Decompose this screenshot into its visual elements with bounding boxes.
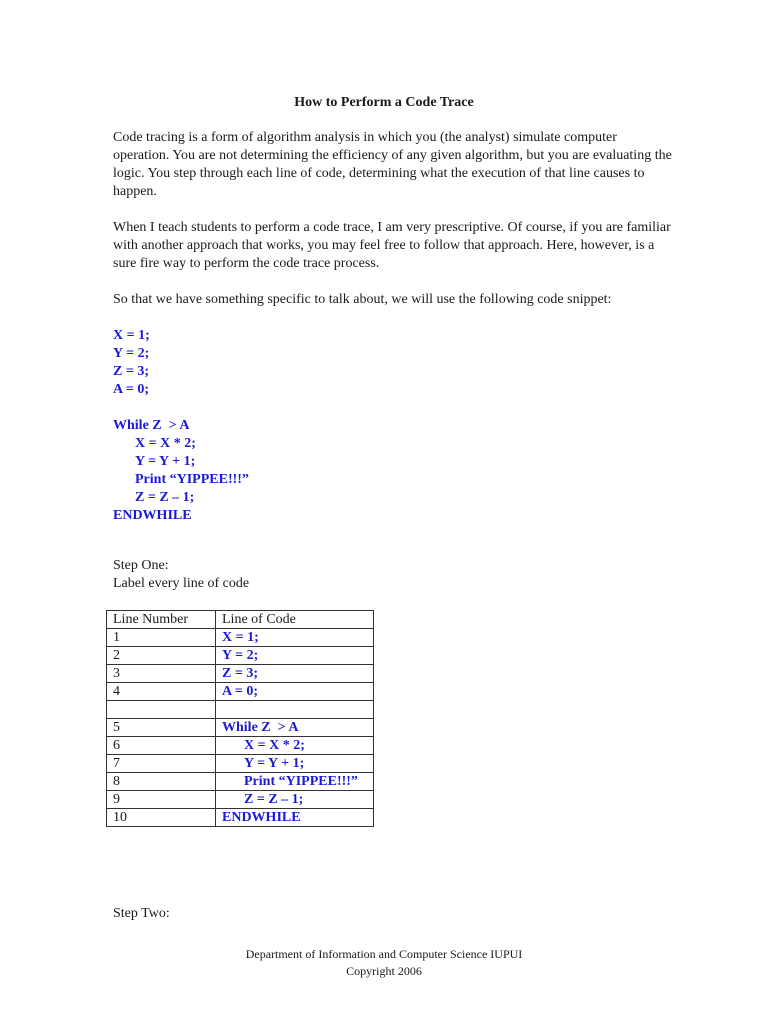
table-row — [107, 665, 374, 683]
line-number-table — [106, 610, 374, 827]
code-line: While Z > A — [113, 418, 190, 433]
table-row — [107, 683, 374, 701]
line-number-cell: 6 — [107, 737, 216, 755]
column-header-line-of-code: Line of Code — [216, 611, 374, 629]
table-row-empty — [107, 701, 374, 719]
line-number-cell: 9 — [107, 791, 216, 809]
code-line: A = 0; — [113, 382, 149, 397]
line-number-cell: 1 — [107, 629, 216, 647]
table-row — [107, 719, 374, 737]
table-row — [107, 809, 374, 827]
step-one-heading: Step One: — [113, 558, 169, 573]
code-line: Y = 2; — [113, 346, 150, 361]
line-number-cell: 4 — [107, 683, 216, 701]
code-line: Print “YIPPEE!!!” — [135, 472, 249, 487]
line-of-code-cell: Print “YIPPEE!!!” — [216, 773, 374, 791]
code-line: ENDWHILE — [113, 508, 192, 523]
approach-paragraph: When I teach students to perform a code trace, I am very prescriptive. Of course, if you are familiar with another approach that works, you may feel free to follow that approach. Here, however, is a sure fire way to perform the code trace process. — [113, 220, 671, 271]
code-snippet — [113, 327, 249, 525]
line-of-code-cell: Z = Z – 1; — [216, 791, 374, 809]
line-of-code-cell: X = 1; — [216, 629, 374, 647]
line-of-code-cell: Z = 3; — [216, 665, 374, 683]
line-number-cell: 2 — [107, 647, 216, 665]
step-one-instruction: Label every line of code — [113, 576, 250, 591]
footer-department: Department of Information and Computer Science IUPUI — [245, 947, 523, 961]
line-of-code-cell: A = 0; — [216, 683, 374, 701]
line-of-code-cell — [216, 701, 374, 719]
table-row — [107, 737, 374, 755]
column-header-line-number: Line Number — [107, 611, 216, 629]
line-of-code-cell: Y = 2; — [216, 647, 374, 665]
line-number-cell: 5 — [107, 719, 216, 737]
line-of-code-cell: ENDWHILE — [216, 809, 374, 827]
line-number-cell — [107, 701, 216, 719]
intro-paragraph: Code tracing is a form of algorithm analysis in which you (the analyst) simulate computer operation. You are not determining the efficiency of any given algorithm, but you are evaluating the logic. You step through each line of code, determining what the execution of that line causes to happen. — [113, 130, 672, 199]
footer-copyright: Copyright 2006 — [346, 964, 422, 978]
document-title: How to Perform a Code Trace — [294, 95, 474, 110]
table-row — [107, 647, 374, 665]
line-number-cell: 10 — [107, 809, 216, 827]
line-of-code-cell: X = X * 2; — [216, 737, 374, 755]
code-line: X = X * 2; — [135, 436, 196, 451]
code-line: Z = Z – 1; — [135, 490, 195, 505]
snippet-intro-paragraph: So that we have something specific to talk about, we will use the following code snippet: — [113, 292, 612, 307]
line-number-cell: 8 — [107, 773, 216, 791]
code-line: Z = 3; — [113, 364, 149, 379]
table-header-row — [107, 611, 374, 629]
code-blank-line — [113, 399, 249, 417]
line-of-code-cell: While Z > A — [216, 719, 374, 737]
table-row — [107, 773, 374, 791]
table-row — [107, 791, 374, 809]
table-row — [107, 629, 374, 647]
step-two-heading: Step Two: — [113, 906, 170, 921]
table-row — [107, 755, 374, 773]
line-number-cell: 3 — [107, 665, 216, 683]
code-line: X = 1; — [113, 328, 150, 343]
line-of-code-cell: Y = Y + 1; — [216, 755, 374, 773]
code-line: Y = Y + 1; — [135, 454, 196, 469]
line-number-cell: 7 — [107, 755, 216, 773]
